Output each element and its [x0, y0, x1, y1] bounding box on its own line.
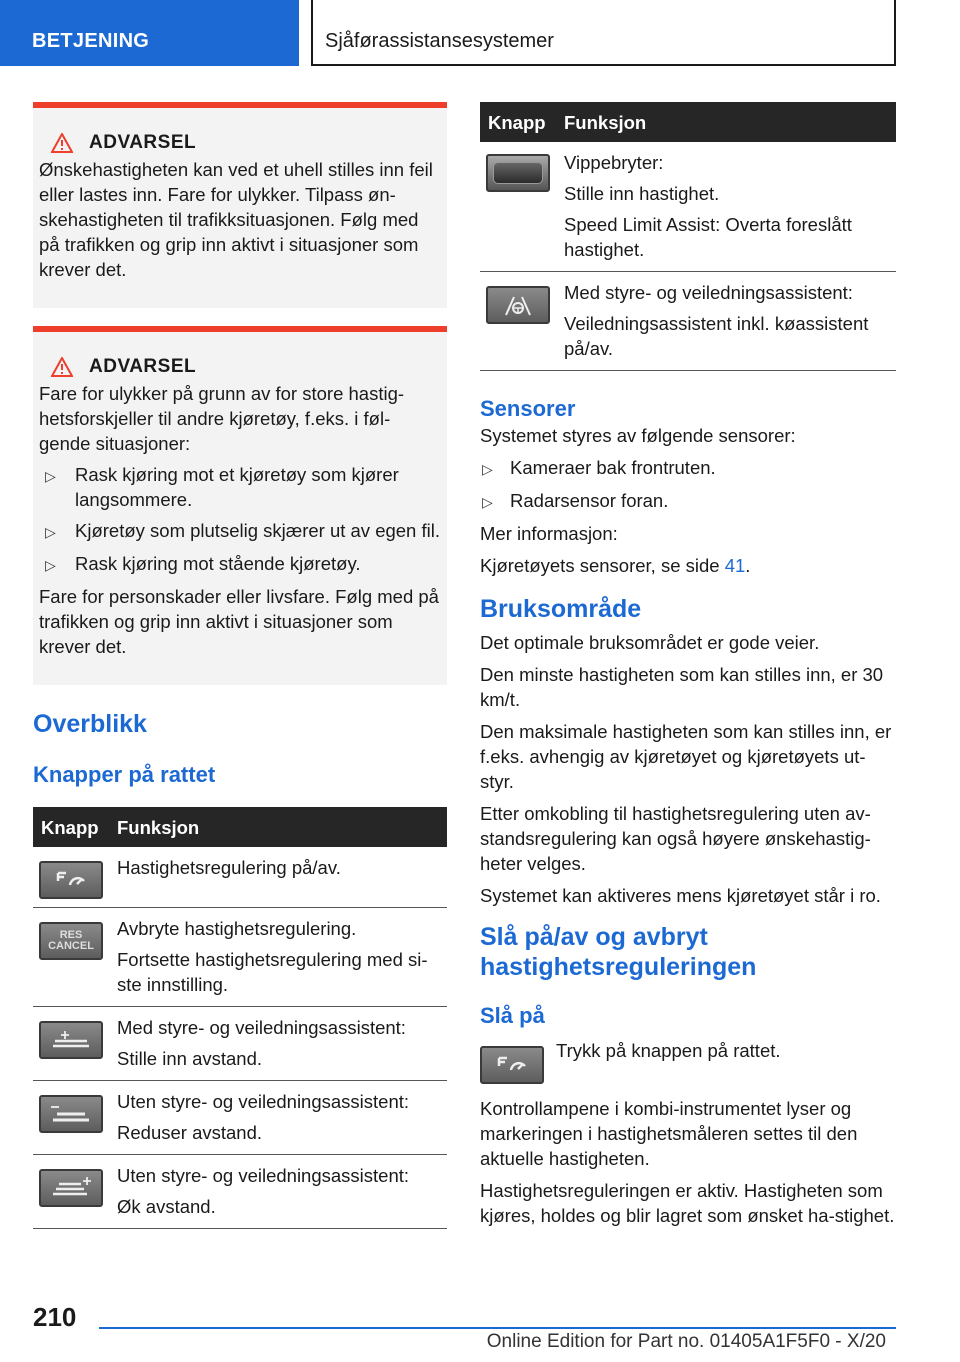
- function-text: Veiledningsassistent inkl. køassistent på/av.: [564, 313, 869, 359]
- warning-text: Ønskehastigheten kan ved et uhell stilles inn feil eller lastes inn. Fare for ulykker. Tilpass øn-skehastigheten til trafikksituasjonen. Følg med på trafikken og grip inn aktivt i situasjoner som krever det.: [39, 159, 433, 280]
- footer-line: [99, 1327, 896, 1352]
- function-text: Fortsette hastighetsregulering med si-ste innstilling.: [117, 949, 428, 995]
- section-heading-bruksomrade: Bruksområde: [480, 595, 642, 623]
- list-item: [39, 551, 441, 578]
- table-row: [33, 1155, 447, 1229]
- page-number: 210: [33, 1302, 77, 1332]
- paragraph: Systemet kan aktiveres mens kjøretøyet står i ro.: [480, 885, 881, 906]
- table-row: [33, 847, 447, 908]
- list-item: [480, 455, 896, 482]
- function-text: Uten styre- og veiledningsassistent:: [117, 1165, 410, 1186]
- bullet-triangle-icon: ▷: [482, 461, 493, 477]
- buttons-table-left: [33, 807, 447, 1229]
- bullet-triangle-icon: ▷: [45, 468, 56, 484]
- paragraph: Det optimale bruksområdet er gode veier.: [480, 632, 820, 653]
- table-row: [480, 142, 896, 272]
- warning-title: ADVARSEL: [89, 132, 197, 153]
- paragraph: Den maksimale hastigheten som kan stilles inn, er f.eks. avhengig av kjøretøyet og kjøretøyets ut-styr.: [480, 721, 892, 792]
- list-item-text: Radarsensor foran.: [510, 490, 669, 511]
- reference-end: .: [745, 555, 751, 576]
- section-tab: [0, 0, 299, 66]
- section-title: BETJENING: [32, 30, 150, 52]
- warning-outro: Fare for personskader eller livsfare. Følg med på trafikken og grip inn aktivt i situasjoner som krever det.: [39, 586, 439, 657]
- function-text: Reduser avstand.: [117, 1122, 263, 1143]
- distance-plus-icon: [39, 1169, 103, 1207]
- column-header: Funksjon: [109, 807, 447, 847]
- res-cancel-button-icon: [39, 922, 103, 960]
- table-row: [33, 1081, 447, 1155]
- warning-triangle-icon: [51, 133, 73, 153]
- paragraph: Kontrollampene i kombi-instrumentet lyser og markeringen i hastighetsmåleren settes til den aktuelle hastigheten.: [480, 1098, 858, 1169]
- function-text: Stille inn avstand.: [117, 1048, 263, 1069]
- speed-control-button-icon: [39, 861, 103, 899]
- warning-intro: Fare for ulykker på grunn av for store hastig-hetsforskjeller til andre kjøretøy, f.eks. i føl-gende situasjoner:: [39, 383, 405, 454]
- press-instruction: [480, 1038, 896, 1084]
- list-item: [39, 462, 441, 512]
- function-text: Speed Limit Assist: Overta foreslått hastighet.: [564, 214, 852, 260]
- steering-assist-icon: [486, 286, 550, 324]
- subheading-knapper: Knapper på rattet: [33, 762, 216, 787]
- function-text: Med styre- og veiledningsassistent:: [564, 282, 853, 303]
- sensorer-section: [480, 395, 896, 578]
- function-text: Hastighetsregulering på/av.: [117, 857, 341, 878]
- section-heading-sensorer: Sensorer: [480, 396, 576, 421]
- right-column: [480, 102, 896, 1235]
- bruksomrade-section: [480, 594, 896, 908]
- paragraph: Etter omkobling til hastighetsregulering uten av-standsregulering kan også høyere ønskehastig-heter velges.: [480, 803, 871, 874]
- function-text: Avbryte hastighetsregulering.: [117, 918, 357, 939]
- warning-box-2: [33, 326, 447, 685]
- distance-minus-icon: [39, 1095, 103, 1133]
- bullet-triangle-icon: ▷: [482, 494, 493, 510]
- function-text: Uten styre- og veiledningsassistent:: [117, 1091, 410, 1112]
- list-item-text: Kameraer bak frontruten.: [510, 457, 716, 478]
- speed-control-button-icon: [480, 1046, 544, 1084]
- chapter-box: [311, 0, 896, 66]
- list-item-text: Kjøretøy som plutselig skjærer ut av egen fil.: [75, 520, 440, 541]
- paragraph: Mer informasjon:: [480, 523, 618, 544]
- warning-triangle-icon: [51, 357, 73, 377]
- left-column: [33, 102, 447, 1229]
- bullet-triangle-icon: ▷: [45, 557, 56, 573]
- function-text: Med styre- og veiledningsassistent:: [117, 1017, 406, 1038]
- edition-text: Online Edition for Part no. 01405A1F5F0 - X/20: [486, 1331, 886, 1352]
- table-row: [33, 1007, 447, 1081]
- distance-plus-assist-icon: [39, 1021, 103, 1059]
- sla-section: [480, 922, 896, 1228]
- function-text: Øk avstand.: [117, 1196, 216, 1217]
- chapter-title: Sjåførassistansesystemer: [325, 30, 554, 52]
- bullet-triangle-icon: ▷: [45, 524, 56, 540]
- reference-text: Kjøretøyets sensorer, se side: [480, 555, 725, 576]
- section-heading-sla: Slå på/av og avbryt hastighetsreguleringen: [480, 923, 757, 981]
- buttons-table-right: [480, 102, 896, 371]
- page-link[interactable]: 41: [724, 555, 746, 576]
- table-row: [480, 272, 896, 371]
- paragraph-reference: [480, 553, 896, 578]
- key-label: RES CANCEL: [48, 929, 94, 952]
- table-row: [33, 908, 447, 1007]
- column-header: Knapp: [480, 102, 556, 142]
- function-text: Stille inn hastighet.: [564, 183, 720, 204]
- press-text: Trykk på knappen på rattet.: [556, 1040, 781, 1061]
- function-text: Vippebryter:: [564, 152, 664, 173]
- warning-title: ADVARSEL: [89, 356, 197, 377]
- paragraph: Hastighetsreguleringen er aktiv. Hastigheten som kjøres, holdes og blir lagret som ønsket ha-stighet.: [480, 1180, 895, 1226]
- column-header: Knapp: [33, 807, 109, 847]
- list-item-text: Rask kjøring mot et kjøretøy som kjører langsommere.: [75, 464, 399, 510]
- list-item: [39, 518, 441, 545]
- column-header: Funksjon: [556, 102, 896, 142]
- paragraph: Den minste hastigheten som kan stilles inn, er 30 km/t.: [480, 664, 884, 710]
- subheading-sla-pa: Slå på: [480, 1003, 545, 1028]
- section-heading-overblikk: Overblikk: [33, 710, 147, 738]
- list-item: [480, 488, 896, 515]
- rocker-switch-icon: [486, 154, 550, 192]
- warning-box-1: [33, 102, 447, 308]
- list-item-text: Rask kjøring mot stående kjøretøy.: [75, 553, 361, 574]
- paragraph: Systemet styres av følgende sensorer:: [480, 425, 796, 446]
